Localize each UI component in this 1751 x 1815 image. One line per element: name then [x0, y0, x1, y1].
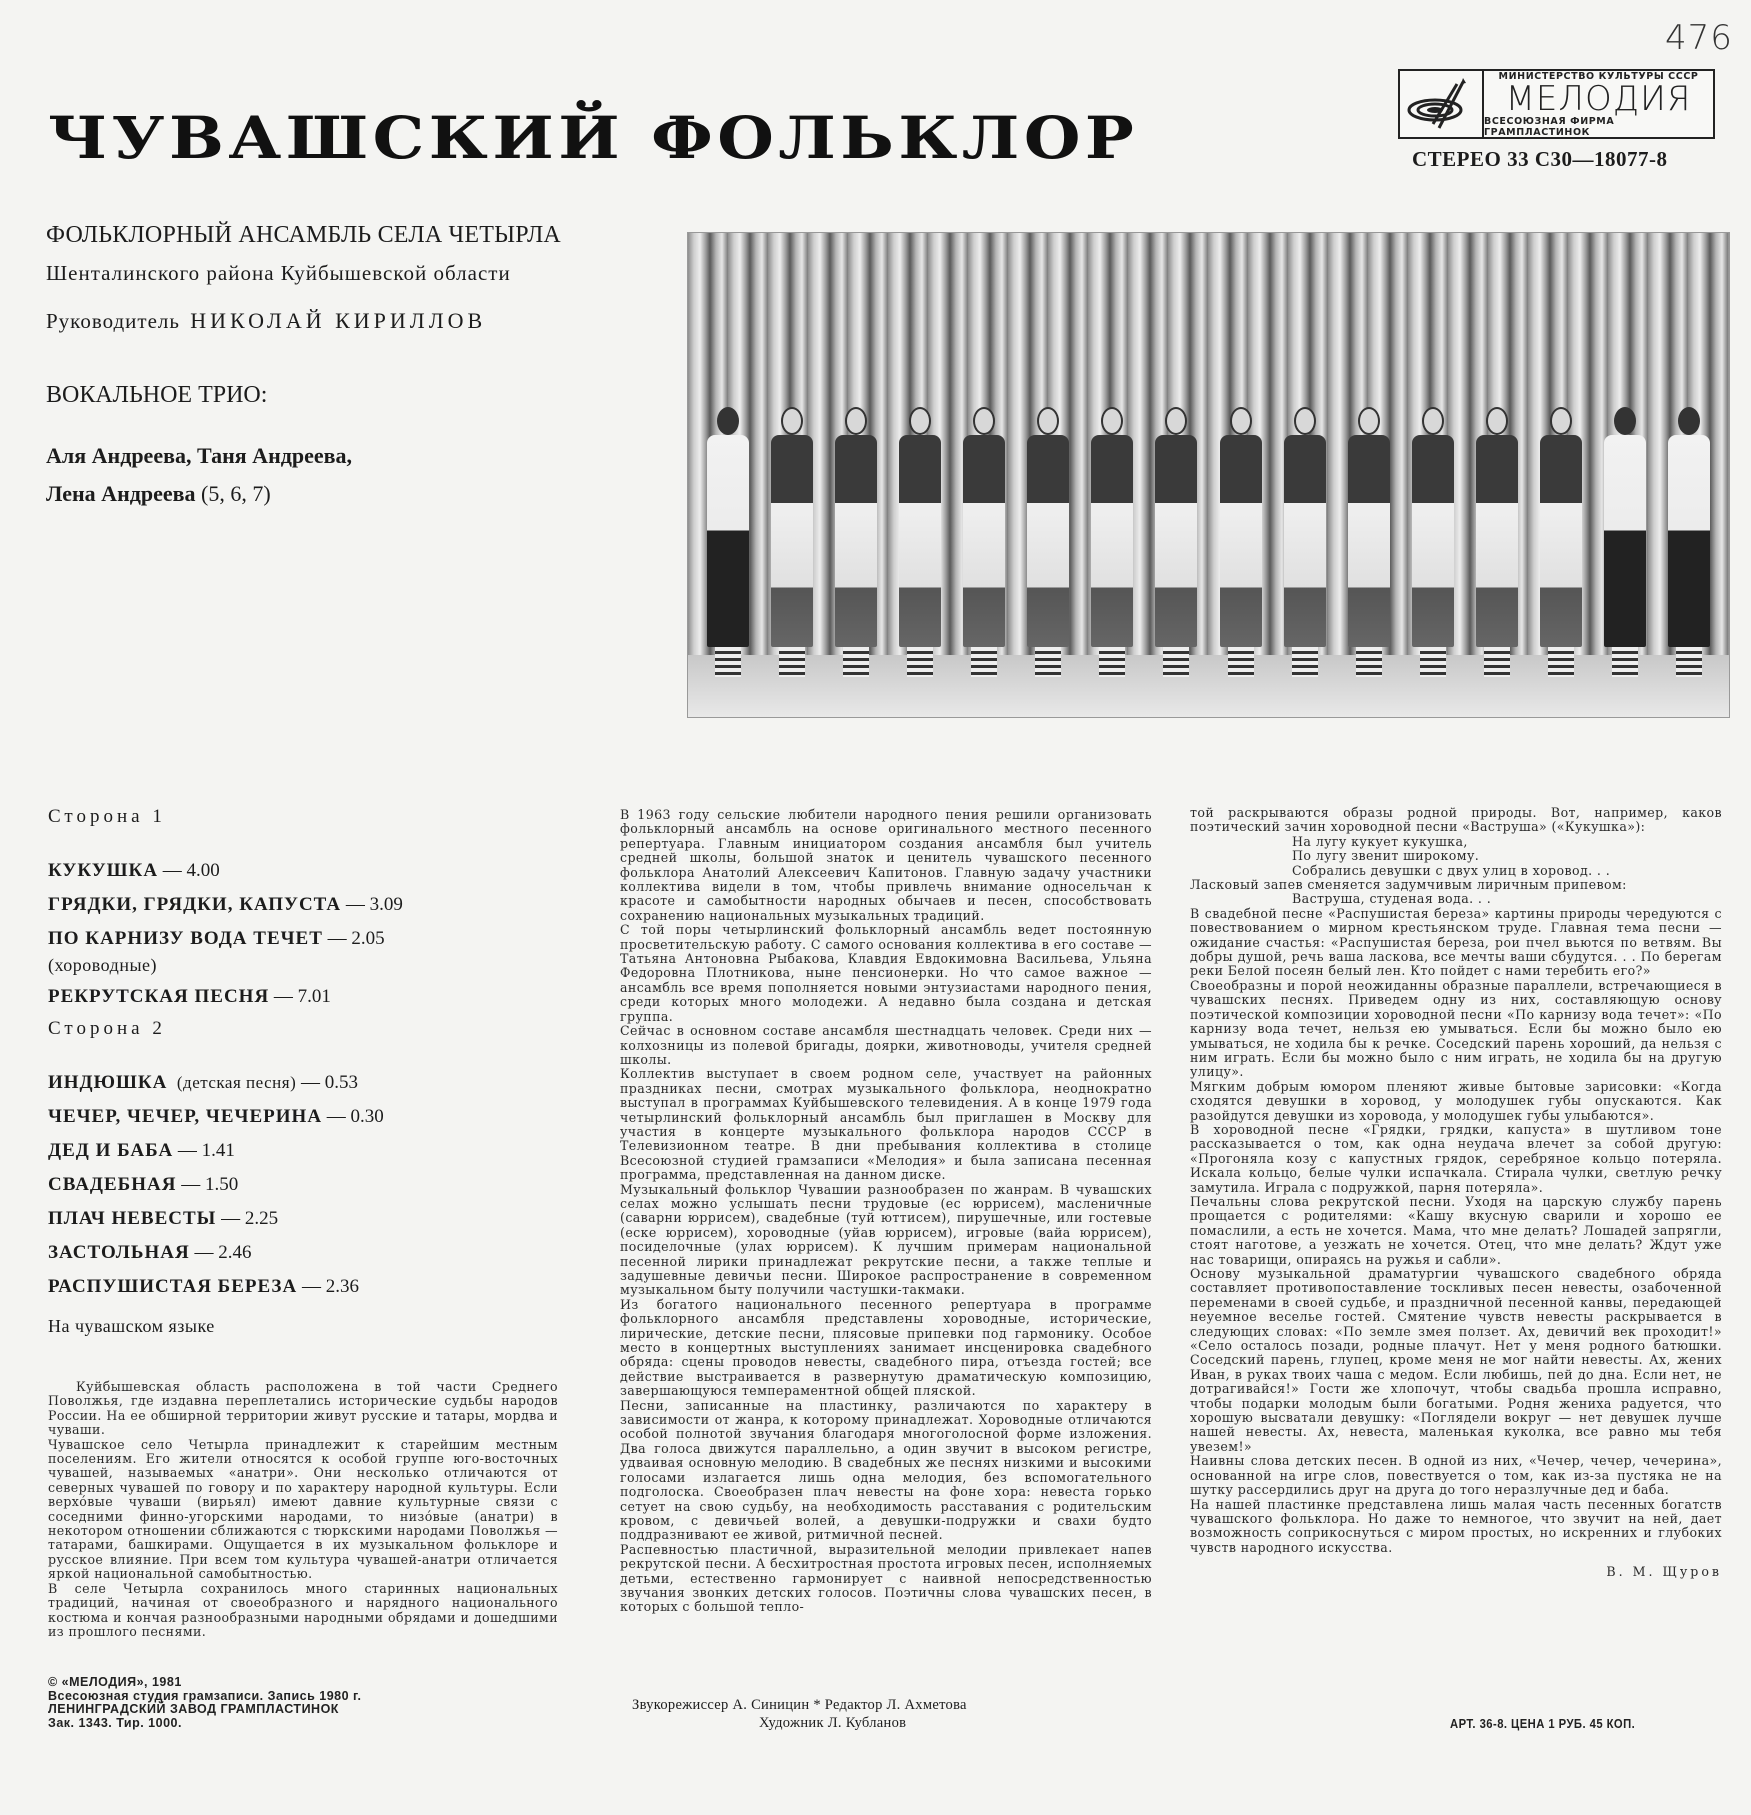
melodiya-logo — [1398, 69, 1715, 139]
trio-track-numbers: (5, 6, 7) — [201, 481, 271, 506]
track-item: ЗАСТОЛЬНАЯ — 2.46 — [48, 1242, 252, 1263]
person-figure — [1023, 407, 1073, 677]
person-figure — [1344, 407, 1394, 677]
ensemble-members — [688, 387, 1729, 677]
paragraph: Сейчас в основном составе ансамбля шестнадцать человек. Среди них — колхозницы из полевой бригады, доярки, животноводы, учителя средней школы. — [620, 1023, 1152, 1067]
paragraph: В хороводной песне «Грядки, грядки, капуста» в шутливом тоне рассказывается о том, как одна неудача влечет за собой другую: «Прогоняла козу с капустных грядок, серебряное кольцо потеряла. Искала кольцо, белые чулки испачкала. Стирала чулки, светлую речку замутила. Играла с подружкой, парня потеряла». — [1190, 1121, 1722, 1195]
track-item: ПЛАЧ НЕВЕСТЫ — 2.25 — [48, 1208, 279, 1229]
liner-notes-column-1 — [48, 1380, 558, 1639]
album-title: ЧУВАШСКИЙ ФОЛЬКЛОР — [48, 104, 1139, 172]
liner-notes-column-2 — [620, 808, 1152, 1615]
language-note: На чувашском языке — [48, 1316, 215, 1336]
studio-line: Всесоюзная студия грамзаписи. Запись 1980 г. — [48, 1688, 362, 1703]
paragraph: В селе Четырла сохранилось много старинных национальных традиций, начиная от своеобразного и нарядного национального костюма и кончая разнообразными народными обрядами и дошедшими из прошлого песнями. — [48, 1580, 558, 1639]
verse-line: По лугу звенит широкому. — [1292, 848, 1480, 864]
person-figure — [1087, 407, 1137, 677]
logo-firm-text: ВСЕСОЮЗНАЯ ФИРМА ГРАМПЛАСТИНОК — [1484, 115, 1615, 138]
side-1-tracklist — [48, 806, 403, 1014]
person-figure — [767, 407, 817, 677]
author-signature: В. М. Щуров — [1606, 1564, 1722, 1580]
person-figure — [1536, 407, 1586, 677]
person-figure — [895, 407, 945, 677]
trio-heading: ВОКАЛЬНОЕ ТРИО: — [46, 382, 268, 408]
logo-ministry-text: МИНИСТЕРСТВО КУЛЬТУРЫ СССР — [1498, 70, 1699, 82]
paragraph: Из богатого национального песенного репертуара в программе фольклорного ансамбля представлены хороводные, исторические, лирические, детские песни, плясовые припевки под гармонику. Особое место в концертных выступлениях занимает инсценировка свадебного обряда: сцены проводов невесты, свадебного пира, отъезда гостей; все действие выстраивается в развернутую драматическую композицию, завершающуюся темпераментной общей пляской. — [620, 1296, 1152, 1399]
order-line: Зак. 1343. Тир. 1000. — [48, 1715, 182, 1730]
track-item: КУКУШКА — 4.00 — [48, 860, 220, 881]
plant-line: ЛЕНИНГРАДСКИЙ ЗАВОД ГРАМПЛАСТИНОК — [48, 1702, 339, 1716]
catalog-number: СТЕРЕО 33 С30—18077-8 — [1412, 147, 1668, 171]
person-figure — [831, 407, 881, 677]
ensemble-region: Шенталинского района Куйбышевской области — [46, 261, 511, 285]
track-item: РАСПУШИСТАЯ БЕРЕЗА — 2.36 — [48, 1276, 359, 1297]
paragraph: Наивны слова детских песен. В одной из них, «Чечер, чечер, чечерина», основанной на игре слов, повествуется о том, как из-за пустяка не на шутку рассердились друг на друга до того неразлучные дед и баба. — [1190, 1453, 1722, 1498]
staff-line-1: Звукорежиссер А. Синицин * Редактор Л. Ахметова — [632, 1697, 967, 1713]
track-item: ЧЕЧЕР, ЧЕЧЕР, ЧЕЧЕРИНА — 0.30 — [48, 1106, 384, 1127]
verse-line: Ваструша, студеная вода. . . — [1292, 891, 1492, 907]
paragraph: В свадебной песне «Распушистая береза» картины природы чередуются с повествованием о мирном крестьянском труде. Главная тема песни — ожидание счастья: «Распушистая береза, рои пчел вьются по ветвям. Вы добры душой, речь ваша ласкова, все мечты ваши сбудутся. . . По берегам реки Белой посеян белый лен. Кто пойдет с нами теребить его?» — [1190, 905, 1722, 979]
person-figure — [1151, 407, 1201, 677]
copyright-block — [48, 1676, 361, 1730]
side-2-tracklist — [48, 1018, 384, 1304]
trio-names-line1: Аля Андреева, Таня Андреева, — [46, 443, 353, 468]
price-line: АРТ. 36-8. ЦЕНА 1 РУБ. 45 КОП. — [1450, 1717, 1636, 1731]
leader-line — [46, 308, 686, 334]
production-staff — [632, 1696, 967, 1732]
performer-credits — [46, 222, 686, 513]
logo-brand-text: МЕЛОДИЯ — [1505, 78, 1692, 119]
ensemble-photo — [687, 232, 1730, 718]
paragraph: Основу музыкальной драматургии чувашского свадебного обряда составляет противопоставление тоскливых песен невесты, озабоченной переменами в своей судьбе, и праздничной песенной канвы, передающей неуемное веселье гостей. Смятение чувств невесты раскрывается в следующих словах: «По земле змея ползет. Ах, девичий век проходит!» «Село осталось позади, родные плачут. Нет у меня родного батюшки. Соседский парень, глупец, кроме меня не мог найти невесты. Ах, жених Иван, в руках твоих чаша с медом. Если любишь, пей до дна. Если нет, не дотрагивайся!» Гости же хлопочут, чтобы свадьба прошла исправно, чтобы подарки молодым были богатыми. Родня жениха радуется, что хорошую высватали девушку: «Поглядели вокруг — нет девушек лучше нашей невесты. Ах, невеста, маленькая куколка, все равно мы тебя увезем!» — [1190, 1266, 1722, 1454]
person-figure — [959, 407, 1009, 677]
track-item: ИНДЮШКА (детская песня) — 0.53 — [48, 1072, 358, 1093]
paragraph: Песни, записанные на пластинку, различаются по характеру в зависимости от жанра, к которому принадлежат. Хороводные отличаются особой полнотой звучания благодаря многоголосной форме изложения. Два голоса движутся параллельно, а один звучит в высоком регистре, удваивая основную мелодию. В свадебных же песнях низкими и высокими голосами излагается лишь одна мелодия, без вспомогательного подголоска. Своеобразен плач невесты на фоне хора: невеста горько сетует на свою судьбу, на необходимость расставания с родительским кровом, с девичьей волей, а девушки-подружки и свахи будто поддразнивают ее живой, ритмичной песней. — [620, 1397, 1152, 1543]
copyright-line: © «МЕЛОДИЯ», 1981 — [48, 1675, 182, 1689]
paragraph: той раскрываются образы родной природы. Вот, например, каков поэтический зачин хороводной песни «Ваструша» («Кукушка»): — [1190, 805, 1722, 835]
paragraph: На нашей пластинке представлена лишь малая часть песенных богатств чувашского фольклора. Но даже то немногое, что звучит на ней, дает возможность соприкоснуться с миром простых, но искренних и глубоких чувств народного искусства. — [1190, 1496, 1722, 1555]
leader-name: НИКОЛАЙ КИРИЛЛОВ — [190, 308, 487, 333]
track-genre-note: (хороводные) — [48, 955, 158, 975]
paragraph: Куйбышевская область расположена в той части Среднего Поволжья, где издавна переплетались исторические судьбы народов России. На ее обширной территории живут русские и татары, мордва и чуваши. — [48, 1379, 558, 1438]
verse-line: На лугу кукует кукушка, — [1292, 833, 1468, 849]
person-figure — [703, 407, 753, 677]
paragraph: Своеобразны и порой неожиданны образные параллели, встречающиеся в чувашских песнях. Приведем одну из них, составляющую основу поэтической композиции хороводной песни «По карнизу вода течет»: «По карнизу вода течет, нельзя ею умываться. Если бы можно было ею умываться, не ходила бы к речке. Соседский парень хороший, да нельзя с ним играть. Если бы можно было с ним играть, не ходила бы на другую улицу». — [1190, 977, 1722, 1080]
person-figure — [1664, 407, 1714, 677]
paragraph: Распевностью пластичной, выразительной мелодии привлекает напев рекрутской песни. А бесхитростная простота игровых песен, исполняемых детьми, естественно гармонирует с наивной непосредственностью звучания звонких детских голосов. Поэтичны слова чувашских песен, в которых с большой тепло- — [620, 1541, 1152, 1615]
melodiya-record-logo-icon — [1400, 71, 1484, 137]
person-figure — [1600, 407, 1650, 677]
trio-name-lena: Лена Андреева — [46, 481, 196, 506]
track-item: СВАДЕБНАЯ — 1.50 — [48, 1174, 239, 1195]
paragraph: Музыкальный фольклор Чувашии разнообразен по жанрам. В чувашских селах можно услышать песни трудовые (ес юррисем), масленичные (саварни юррисем), свадебные (туй юттисем), пирушечные, или гостевые (еске юррисем), хороводные (уйав юррисем), игровые (вайа юррисем), посиделочные (улах юррисем). К лучшим примерам национальной песенной лирики принадлежат рекрутские песни, а также теплые и задушевные девичьи песни. Широкое распространение в современном музыкальном быту получили частушки-такмаки. — [620, 1181, 1152, 1298]
paragraph: Мягким добрым юмором пленяют живые бытовые зарисовки: «Когда сходятся девушки в хоровод, у молодушек губы опускаются. Как разойдутся девушки из хоровода, у молодушек губы улыбаются». — [1190, 1078, 1722, 1123]
paragraph: Печальны слова рекрутской песни. Уходя на царскую службу парень прощается с родителями: «Кашу вкусную сварили и хорошо ее помаслили, а есть не хочется. Мама, что мне делать? Лошадей запрягли, стоят наготове, а уезжать не хочется. Отец, что мне делать? Ждут уже нас товарищи, опираясь на ружья и сабли». — [1190, 1193, 1722, 1267]
track-item: ДЕД И БАБА — 1.41 — [48, 1140, 235, 1161]
trio-names-line2 — [46, 475, 686, 513]
staff-line-2: Художник Л. Кубланов — [759, 1715, 907, 1731]
side-2-heading: Сторона 2 — [48, 1018, 166, 1039]
ensemble-name: ФОЛЬКЛОРНЫЙ АНСАМБЛЬ СЕЛА ЧЕТЫРЛА — [46, 222, 561, 248]
person-figure — [1472, 407, 1522, 677]
track-item: РЕКРУТСКАЯ ПЕСНЯ — 7.01 — [48, 986, 331, 1007]
side-1-heading: Сторона 1 — [48, 806, 166, 827]
liner-notes-column-3 — [1190, 806, 1722, 1580]
paragraph: В 1963 году сельские любители народного пения решили организовать фольклорный ансамбль на основе оригинального местного песенного репертуара. Главным инициатором создания ансамбля был учитель средней школы, большой знаток и ценитель чувашского песенного фольклора Анатолий Алексеевич Капитонов. Главную задачу участники коллектива видели в том, чтобы привлечь внимание односельчан к красоте и самобытности народных обычаев и песен, способствовать сохранению национальных музыкальных традиций. — [620, 807, 1152, 923]
paragraph: Коллектив выступает в своем родном селе, участвует на районных праздниках песни, смотрах музыкального фольклора, неоднократно выступал в программах Куйбышевского телевидения. А в конце 1979 года четырлинский фольклорный ансамбль был приглашен в Москву для участия в концерте музыкального фольклора народов СССР в Телевизионном театре. В дни пребывания коллектива в столице Всесоюзной студией грамзаписи «Мелодия» и была записана песенная программа, представленная на данном диске. — [620, 1066, 1152, 1183]
person-figure — [1280, 407, 1330, 677]
track-item: ГРЯДКИ, ГРЯДКИ, КАПУСТА — 3.09 — [48, 894, 403, 915]
paragraph: Чувашское село Четырла принадлежит к старейшим местным поселениям. Его жители относятся к особой группе юго-восточных чувашей, называемых «анатри». Они несколько отличаются от северных чувашей по говору и по характеру народной культуры. Если верхóвые чуваши (вирьял) имеют давние культурные связи с соседними финно-угорскими народами, то низóвые (анатри) в некотором отношении сближаются с тюркскими народами Поволжья — татарами, башкирами. Ощущается в их музыкальном фольклоре и русское влияние. При всем том культура чувашей-анатри отличается яркой национальной самобытностью. — [48, 1436, 558, 1582]
leader-label: Руководитель — [46, 309, 180, 333]
handwritten-catalog-number: 476 — [1665, 18, 1733, 58]
person-figure — [1408, 407, 1458, 677]
verse-line: Собрались девушки с двух улиц в хоровод. . . — [1292, 862, 1611, 878]
paragraph: С той поры четырлинский фольклорный ансамбль ведет постоянную просветительскую работу. С самого основания коллектива в его составе — Татьяна Антоновна Рыбакова, Клавдия Евдокимовна Васильева, Ульяна Федоровна Плотникова, ныне пенсионерки. Но что самое важное — ансамбль все время пополняется новыми энтузиастами народного пения, среди которых много молодежи. А недавно была создана и детская группа. — [620, 922, 1152, 1024]
person-figure — [1216, 407, 1266, 677]
paragraph: Ласковый запев сменяется задумчивым лиричным припевом: — [1190, 877, 1627, 893]
trio-names — [46, 437, 686, 513]
track-item: ПО КАРНИЗУ ВОДА ТЕЧЕТ — 2.05 (хороводные) — [48, 922, 403, 974]
